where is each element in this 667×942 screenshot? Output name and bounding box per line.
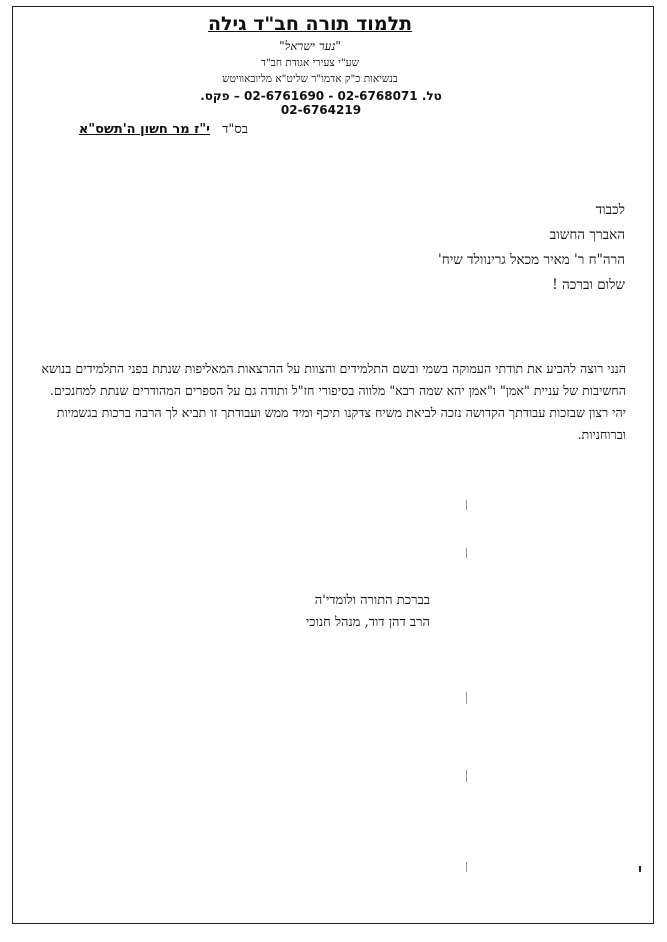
date-line bbox=[18, 121, 248, 137]
address-line: לכבוד bbox=[595, 202, 625, 218]
letterhead-contact: טל. 02-6768071 - 02-6761690 – פקס. 02-6764219 bbox=[200, 89, 442, 117]
letter-date: י"ז מר חשון ה'תשס"א bbox=[78, 122, 210, 137]
recipient-address bbox=[325, 198, 625, 298]
letterhead-subtitle: "נער ישראל" bbox=[279, 39, 341, 53]
bsd-mark: בס"ד bbox=[222, 122, 248, 137]
body-paragraph: הנני רוצה להביע את תודתי העמוקה בשמי ובשם התלמידים והצוות על ההרצאות המאליפות שנתת בפני התלמידים בנושא החשיבות של עניית "אמן" ו"אמן יהא שמה רבא" מלווה בסיפורי חז"ל ותודה גם על הספרים המהודרים שנתת למחנכים. bbox=[41, 361, 626, 398]
body-paragraph: יהי רצון שבזכות עבודתך הקדושה נזכה לביאת משיח צדקנו תיכף ומיד ממש ועבודתך זו תביא לך הרבה ברכות בגשמיות וברוחניות. bbox=[56, 405, 626, 442]
address-line: הרה"ח ר' מאיר מכאל גרינוולד שיח' bbox=[438, 252, 625, 268]
scan-artifact bbox=[466, 862, 467, 872]
scan-artifact bbox=[466, 770, 467, 782]
letterhead-title: תלמוד תורה חב"ד גילה bbox=[207, 13, 413, 35]
letterhead bbox=[180, 12, 440, 86]
address-line: האברך החשוב bbox=[549, 227, 625, 243]
letterhead-affiliation: שע"י צעירי אגודת חב"ד bbox=[260, 57, 360, 69]
signer-line: הרב דהן דוד, מנהל חנוכי bbox=[305, 615, 430, 630]
greeting: שלום וברכה ! bbox=[552, 277, 625, 293]
scan-artifact bbox=[639, 866, 641, 872]
scan-artifact bbox=[466, 500, 467, 510]
scan-artifact bbox=[466, 548, 467, 558]
letterhead-patronage: בנשיאות כ"ק אדמו"ר שליט"א מליובאוויטש bbox=[222, 73, 398, 85]
closing-line: בברכת התורה ולומדי'ה bbox=[314, 593, 430, 608]
page-frame bbox=[12, 6, 654, 924]
signature-block bbox=[212, 590, 430, 634]
letter-body bbox=[26, 358, 626, 446]
scan-artifact bbox=[466, 692, 467, 704]
